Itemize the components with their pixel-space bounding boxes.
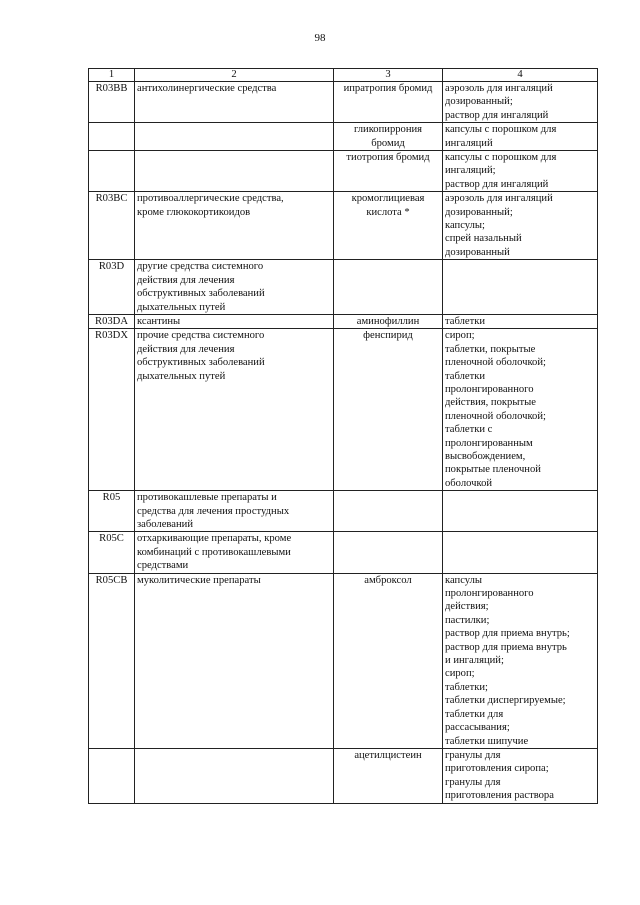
- cell-text-line: обструктивных заболеваний: [137, 357, 265, 369]
- table-row: [89, 573, 598, 748]
- cell-text-line: противоаллергические средства,: [137, 193, 284, 205]
- drug-name-cell: [334, 82, 443, 123]
- cell-text-line: дозированный;: [445, 96, 513, 108]
- cell-text-line: капсулы: [445, 574, 483, 586]
- cell-text-line: средствами: [137, 560, 189, 572]
- group-name-cell: [135, 314, 334, 328]
- drug-name-cell: [334, 748, 443, 803]
- cell-text-line: пролонгированным: [445, 437, 533, 449]
- cell-text-line: оболочкой: [445, 477, 493, 489]
- cell-text-line: дыхательных путей: [137, 370, 226, 382]
- dosage-form-cell: [443, 491, 598, 532]
- table-row: [89, 123, 598, 151]
- cell-text-line: капсулы с порошком для: [445, 124, 557, 136]
- drug-name-cell: [334, 192, 443, 260]
- dosage-form-cell: [443, 532, 598, 573]
- cell-text-line: заболеваний: [137, 519, 193, 530]
- group-name-cell: [135, 573, 334, 748]
- cell-text-line: высвобождением,: [445, 450, 526, 462]
- table-row: [89, 82, 598, 123]
- cell-text-line: дозированный: [445, 246, 510, 258]
- atc-code-cell: R03BB: [89, 82, 135, 123]
- group-name-cell: [135, 82, 334, 123]
- atc-code-cell: R05: [89, 491, 135, 532]
- dosage-form-cell: [443, 748, 598, 803]
- drug-name-cell: [334, 573, 443, 748]
- group-name-cell: [135, 491, 334, 532]
- cell-text-line: ингаляций;: [445, 165, 496, 177]
- group-name-cell: [135, 260, 334, 315]
- cell-text-line: таблетки, покрытые: [445, 343, 536, 355]
- cell-text-line: таблетки с: [445, 424, 493, 436]
- cell-text-line: таблетки: [445, 315, 486, 327]
- page-number: 98: [314, 32, 326, 44]
- cell-text-line: отхаркивающие препараты, кроме: [137, 533, 292, 545]
- table-body: [89, 82, 598, 804]
- cell-text-line: покрытые пленочной: [445, 464, 541, 476]
- dosage-form-cell: [443, 329, 598, 491]
- cell-text-line: дыхательных путей: [137, 301, 226, 313]
- column-header-4: 4: [443, 69, 598, 82]
- cell-text-line: пролонгированного: [445, 383, 534, 395]
- cell-text-line: аэрозоль для ингаляций: [445, 193, 553, 205]
- group-name-cell: [135, 329, 334, 491]
- dosage-form-cell: [443, 82, 598, 123]
- cell-text-line: гранулы для: [445, 749, 501, 761]
- cell-text-line: ксантины: [137, 315, 181, 327]
- atc-code-cell: R05CB: [89, 573, 135, 748]
- drug-name-cell: [334, 151, 443, 192]
- column-header-1: 1: [89, 69, 135, 82]
- cell-text-line: кромоглициевая: [351, 193, 425, 205]
- cell-text-line: ацетилцистеин: [354, 749, 422, 761]
- table-header-row: [89, 69, 598, 82]
- cell-text-line: ипратропия бромид: [343, 83, 433, 94]
- table-row: [89, 532, 598, 573]
- cell-text-line: раствор для ингаляций: [445, 178, 549, 190]
- table-row: [89, 314, 598, 328]
- cell-text-line: рассасывания;: [445, 722, 510, 734]
- atc-code-cell: R03DX: [89, 329, 135, 491]
- atc-code-cell: R03DA: [89, 314, 135, 328]
- cell-text-line: действия;: [445, 601, 489, 613]
- dosage-form-cell: [443, 123, 598, 151]
- drug-name-cell: [334, 491, 443, 532]
- atc-code-cell: R03BC: [89, 192, 135, 260]
- medication-table: [88, 68, 598, 804]
- atc-code-cell: [89, 151, 135, 192]
- cell-text-line: таблетки;: [445, 681, 488, 693]
- cell-text-line: приготовления сиропа;: [445, 763, 549, 775]
- atc-code-cell: [89, 123, 135, 151]
- dosage-form-cell: [443, 192, 598, 260]
- drug-name-cell: [334, 329, 443, 491]
- table-row: [89, 151, 598, 192]
- cell-text-line: средства для лечения простудных: [137, 505, 290, 517]
- atc-code-cell: R03D: [89, 260, 135, 315]
- drug-name-cell: [334, 532, 443, 573]
- cell-text-line: сироп;: [445, 668, 475, 680]
- dosage-form-cell: [443, 573, 598, 748]
- dosage-form-cell: [443, 260, 598, 315]
- table-row: [89, 260, 598, 315]
- table-row: [89, 329, 598, 491]
- cell-text-line: кислота *: [366, 206, 410, 218]
- dosage-form-cell: [443, 151, 598, 192]
- cell-text-line: прочие средства системного: [137, 330, 265, 342]
- cell-text-line: раствор для приема внутрь;: [445, 628, 570, 640]
- drug-name-cell: [334, 123, 443, 151]
- cell-text-line: таблетки шипучие: [445, 735, 529, 747]
- cell-text-line: сироп;: [445, 330, 475, 342]
- drug-name-cell: [334, 260, 443, 315]
- cell-text-line: и ингаляций;: [445, 655, 504, 667]
- cell-text-line: аэрозоль для ингаляций: [445, 83, 553, 94]
- group-name-cell: [135, 532, 334, 573]
- cell-text-line: спрей назальный: [445, 233, 522, 245]
- cell-text-line: другие средства системного: [137, 261, 264, 273]
- cell-text-line: таблетки для: [445, 708, 504, 720]
- group-name-cell: [135, 151, 334, 192]
- cell-text-line: амброксол: [364, 574, 412, 586]
- cell-text-line: комбинаций с противокашлевыми: [137, 546, 291, 558]
- cell-text-line: аминофиллин: [356, 315, 420, 327]
- cell-text-line: раствор для ингаляций: [445, 109, 549, 121]
- cell-text-line: дозированный;: [445, 206, 513, 218]
- cell-text-line: действия, покрытые: [445, 397, 536, 409]
- cell-text-line: гранулы для: [445, 776, 501, 788]
- cell-text-line: капсулы;: [445, 220, 485, 232]
- cell-text-line: пастилки;: [445, 614, 490, 626]
- column-header-3: 3: [334, 69, 443, 82]
- cell-text-line: пленочной оболочкой;: [445, 410, 546, 422]
- table-row: [89, 748, 598, 803]
- group-name-cell: [135, 748, 334, 803]
- cell-text-line: действия для лечения: [137, 343, 235, 355]
- cell-text-line: приготовления раствора: [445, 790, 554, 802]
- atc-code-cell: R05C: [89, 532, 135, 573]
- cell-text-line: действия для лечения: [137, 274, 235, 286]
- cell-text-line: пролонгированного: [445, 588, 534, 600]
- atc-code-cell: [89, 748, 135, 803]
- dosage-form-cell: [443, 314, 598, 328]
- cell-text-line: ингаляций: [445, 137, 493, 149]
- group-name-cell: [135, 192, 334, 260]
- cell-text-line: таблетки диспергируемые;: [445, 695, 566, 707]
- cell-text-line: таблетки: [445, 370, 486, 382]
- table-row: [89, 491, 598, 532]
- cell-text-line: капсулы с порошком для: [445, 152, 557, 164]
- cell-text-line: фенспирид: [363, 330, 413, 342]
- cell-text-line: раствор для приема внутрь: [445, 641, 567, 653]
- group-name-cell: [135, 123, 334, 151]
- cell-text-line: кроме глюкокортикоидов: [137, 206, 251, 218]
- drug-name-cell: [334, 314, 443, 328]
- column-header-2: 2: [135, 69, 334, 82]
- cell-text-line: гликопиррония: [353, 124, 423, 136]
- table-row: [89, 192, 598, 260]
- cell-text-line: пленочной оболочкой;: [445, 357, 546, 369]
- cell-text-line: обструктивных заболеваний: [137, 288, 265, 300]
- cell-text-line: муколитические препараты: [137, 574, 261, 586]
- cell-text-line: противокашлевые препараты и: [137, 492, 277, 504]
- cell-text-line: антихолинергические средства: [137, 83, 277, 94]
- cell-text-line: тиотропия бромид: [346, 152, 430, 164]
- cell-text-line: бромид: [371, 137, 405, 149]
